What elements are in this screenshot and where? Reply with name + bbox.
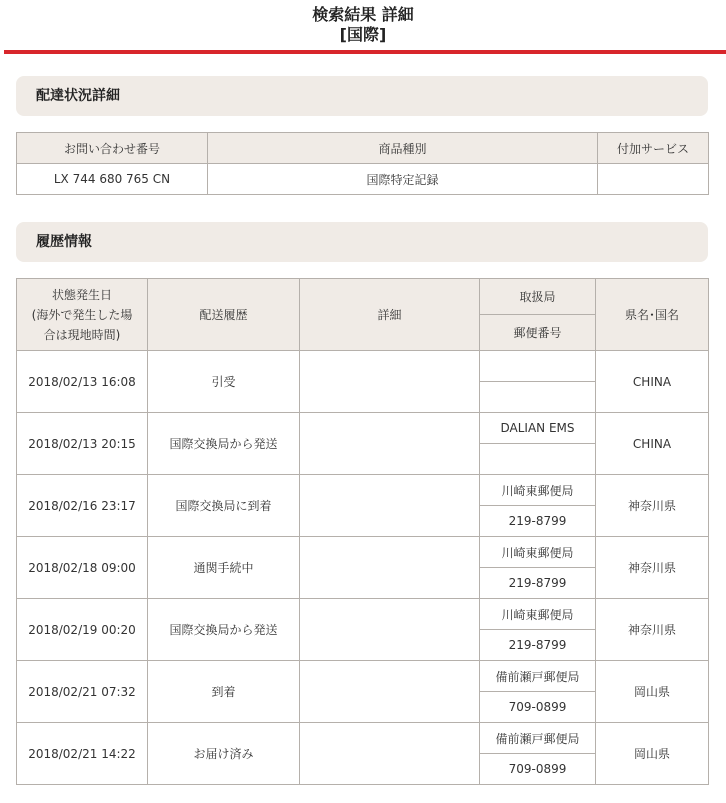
history-status: 国際交換局から発送 [148,599,300,661]
history-row [17,661,709,692]
history-date: 2018/02/13 16:08 [17,351,148,413]
history-status: 国際交換局に到着 [148,475,300,537]
page-title-line2: [国際] [339,25,387,44]
page-title [0,0,726,45]
history-row [17,599,709,630]
header-detail: 詳細 [300,279,480,351]
header-status: 配送履歴 [148,279,300,351]
history-date: 2018/02/21 07:32 [17,661,148,723]
history-office: 備前瀬戸郵便局 [480,661,596,692]
product-type-value: 国際特定記録 [208,164,598,195]
page-title-line1: 検索結果 詳細 [312,5,414,24]
history-date: 2018/02/16 23:17 [17,475,148,537]
history-postal-code [480,444,596,475]
history-office: 川崎東郵便局 [480,475,596,506]
history-region: CHINA [596,413,709,475]
history-row [17,537,709,568]
header-region: 県名･国名 [596,279,709,351]
history-detail [300,537,480,599]
history-status: 到着 [148,661,300,723]
history-table [16,278,709,785]
history-postal-code: 219-8799 [480,630,596,661]
history-date: 2018/02/19 00:20 [17,599,148,661]
history-detail [300,661,480,723]
history-region: 神奈川県 [596,537,709,599]
header-tracking-number: お問い合わせ番号 [17,133,208,164]
history-status: 国際交換局から発送 [148,413,300,475]
history-office: DALIAN EMS [480,413,596,444]
header-postal-code: 郵便番号 [480,315,596,351]
history-region: 岡山県 [596,661,709,723]
history-detail [300,413,480,475]
tracking-number-value: LX 744 680 765 CN [17,164,208,195]
history-status: お届け済み [148,723,300,785]
history-row [17,413,709,444]
history-postal-code: 709-0899 [480,754,596,785]
history-detail [300,475,480,537]
history-region: 神奈川県 [596,599,709,661]
history-office: 備前瀬戸郵便局 [480,723,596,754]
history-office: 川崎東郵便局 [480,537,596,568]
history-postal-code: 709-0899 [480,692,596,723]
delivery-status-table [16,132,709,195]
history-row [17,351,709,382]
header-additional-service: 付加サービス [598,133,709,164]
history-postal-code [480,382,596,413]
history-section-title: 履歴情報 [16,222,708,262]
history-region: CHINA [596,351,709,413]
delivery-status-section-title: 配達状況詳細 [16,76,708,116]
history-status: 通関手続中 [148,537,300,599]
history-date: 2018/02/21 14:22 [17,723,148,785]
header-office: 取扱局 [480,279,596,315]
history-region: 岡山県 [596,723,709,785]
history-postal-code: 219-8799 [480,568,596,599]
title-divider [4,50,726,54]
history-office: 川崎東郵便局 [480,599,596,630]
history-row [17,475,709,506]
history-postal-code: 219-8799 [480,506,596,537]
header-product-type: 商品種別 [208,133,598,164]
history-detail [300,723,480,785]
history-date: 2018/02/13 20:15 [17,413,148,475]
history-detail [300,351,480,413]
header-date: 状態発生日 (海外で発生した場 合は現地時間) [17,279,148,351]
history-row [17,723,709,754]
history-status: 引受 [148,351,300,413]
additional-service-value [598,164,709,195]
history-detail [300,599,480,661]
history-office [480,351,596,382]
history-region: 神奈川県 [596,475,709,537]
history-date: 2018/02/18 09:00 [17,537,148,599]
